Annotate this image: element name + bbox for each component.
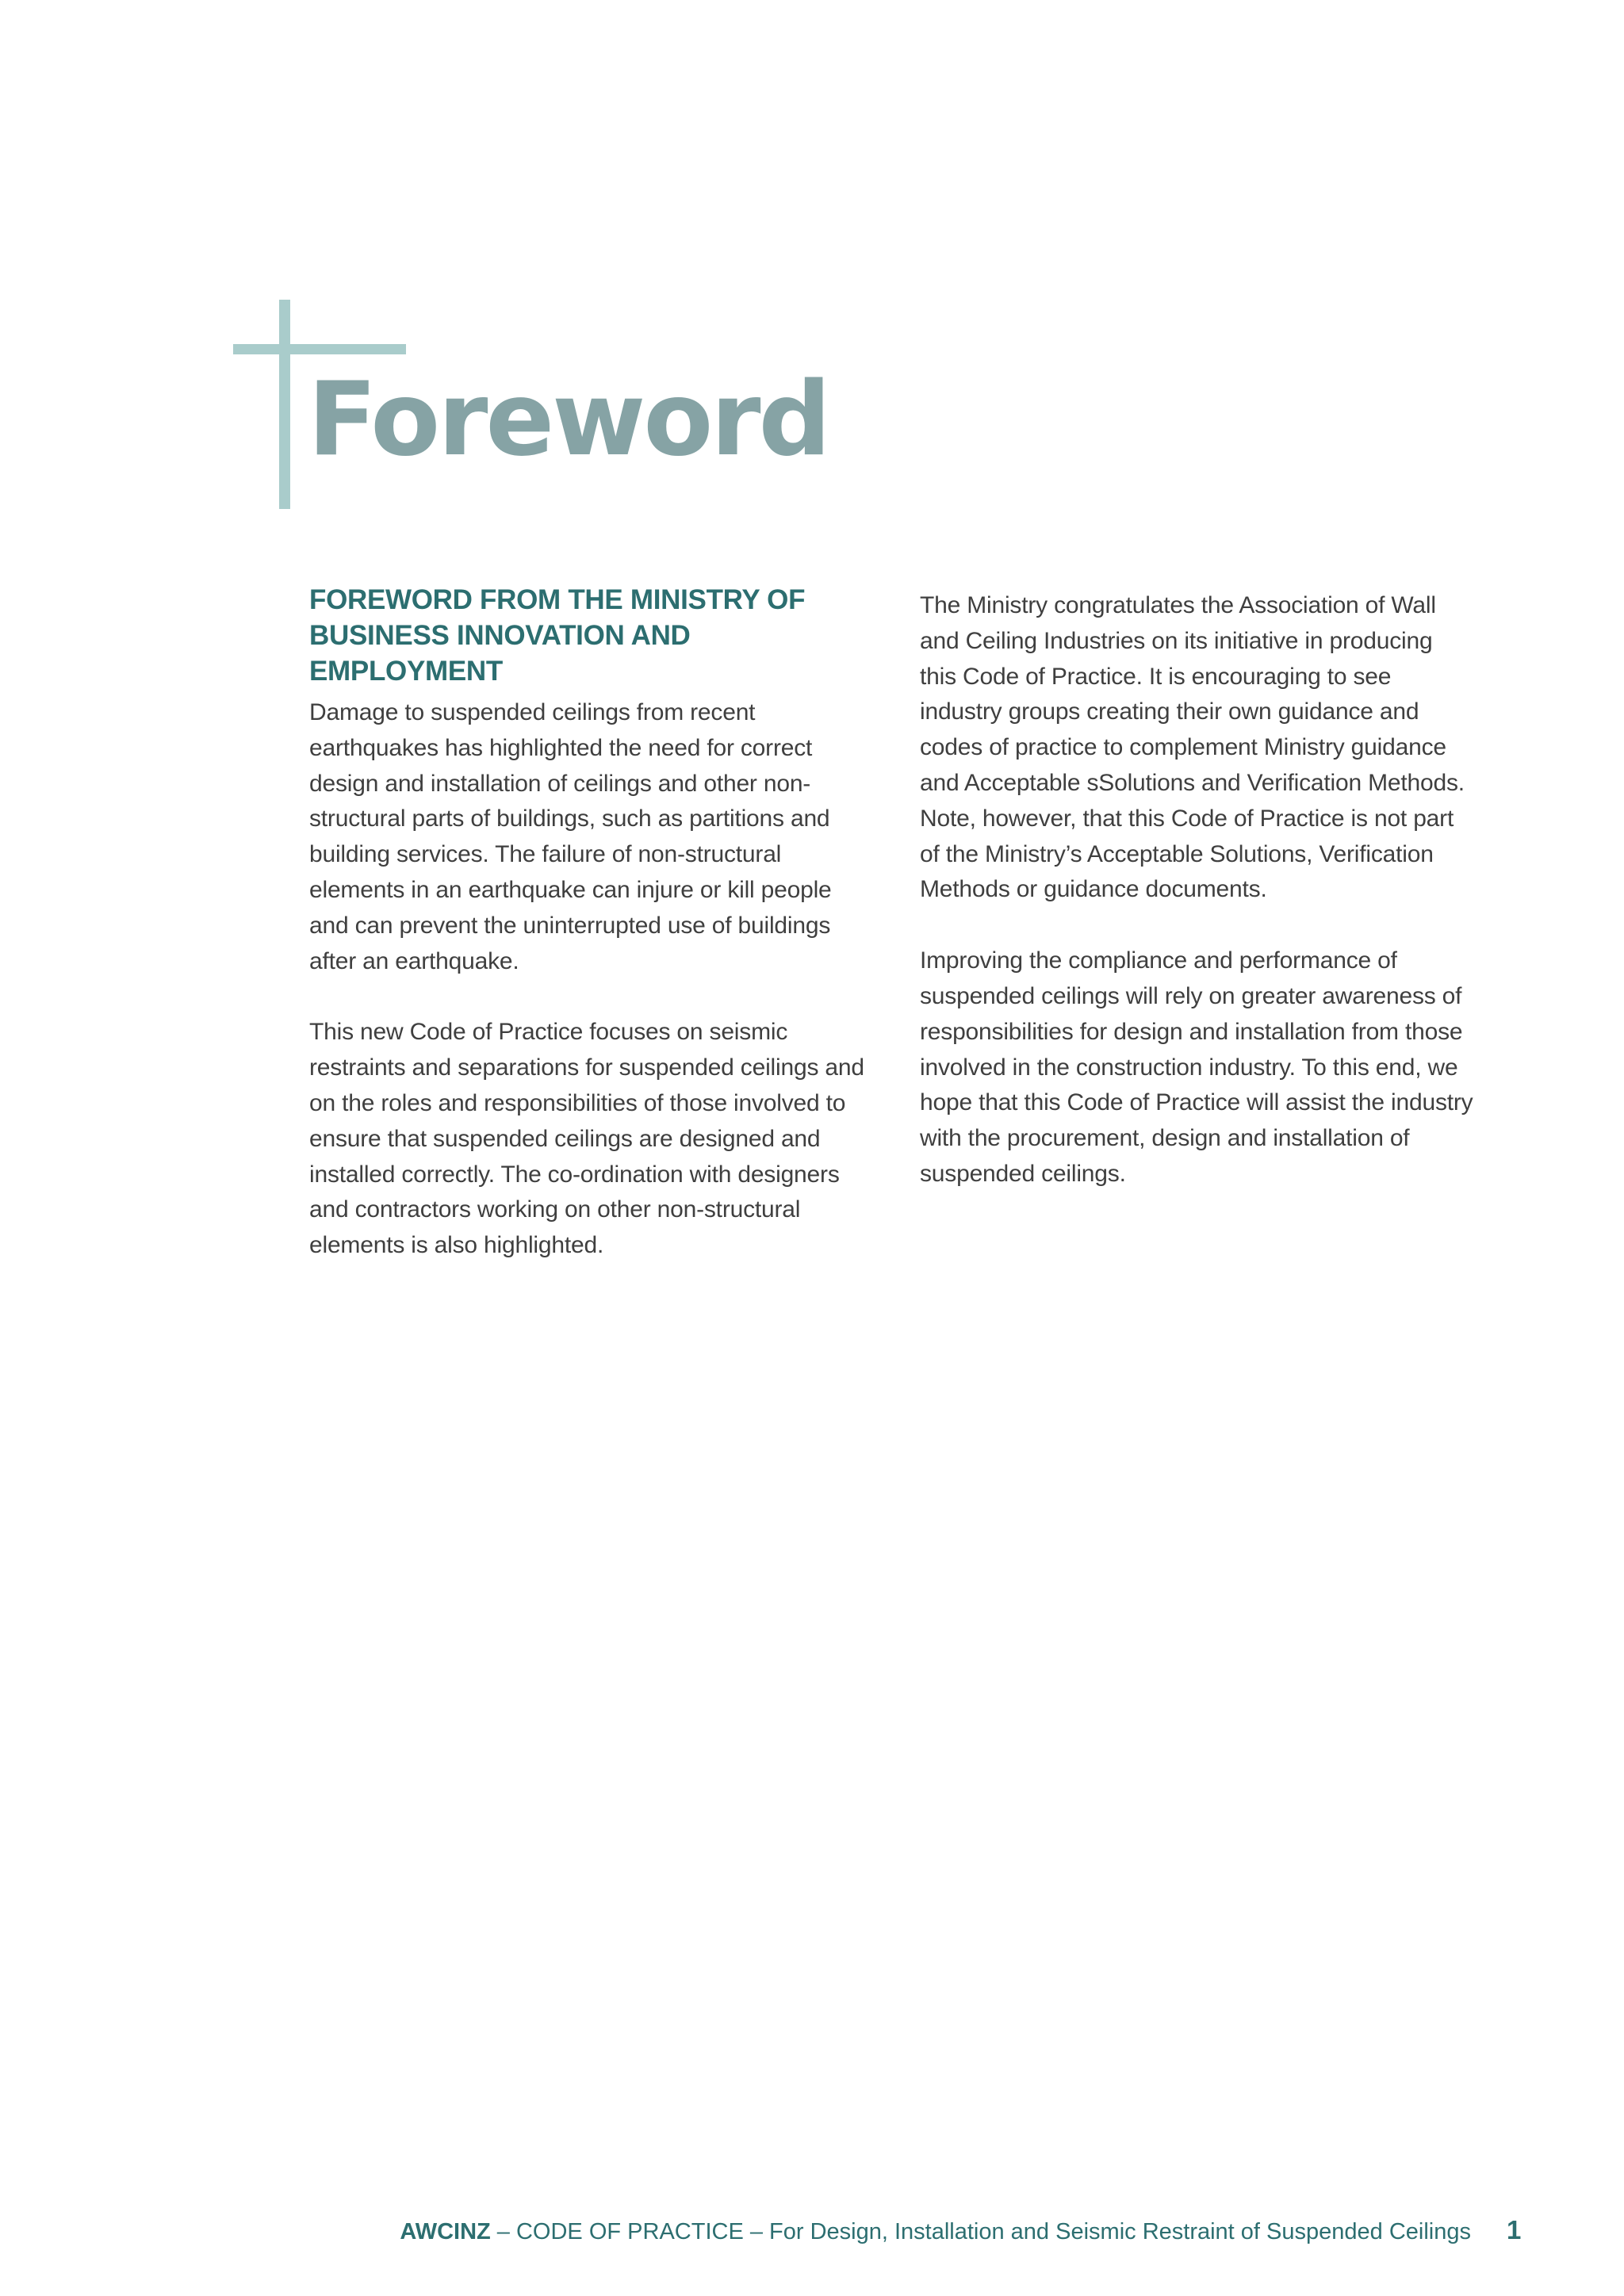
left-column — [309, 582, 864, 1264]
paragraph: This new Code of Practice focuses on seismic restraints and separations for suspended ceilings and on the roles and responsibilities of those involved to ensure that suspended ceilings are designed and installed correctly. The co-ordination with designers and contractors working on other non-structural elements is also highlighted. — [309, 1019, 864, 1259]
right-column — [920, 588, 1475, 1192]
paragraph: The Ministry congratulates the Association of Wall and Ceiling Industries on its initiative in producing this Code of Practice. It is encouraging to see industry groups creating their own guidance and codes of practice to complement Ministry guidance and Acceptable sSolutions and Verification Methods. Note, however, that this Code of Practice is not part of the Ministry’s Acceptable Solutions, Verification Methods or guidance documents. — [920, 592, 1465, 903]
footer — [0, 2218, 1471, 2246]
section-heading: FOREWORD FROM THE MINISTRY OF BUSINESS INNOVATION AND EMPLOYMENT — [309, 584, 806, 687]
footer-text: – CODE OF PRACTICE – For Design, Installation and Seismic Restraint of Suspended Ceilings — [490, 2219, 1471, 2244]
paragraph: Improving the compliance and performance of suspended ceilings will rely on greater awareness of responsibilities for design and installation from those involved in the construction industry. To this end, we hope that this Code of Practice will assist the industry with the procurement, design and installation of suspended ceilings. — [920, 947, 1473, 1187]
page-title: Foreword — [308, 361, 829, 479]
page-number: 1 — [1507, 2215, 1522, 2244]
decorative-cross-vertical-bar — [279, 300, 290, 509]
decorative-cross-horizontal-bar — [233, 344, 406, 354]
paragraph: Damage to suspended ceilings from recent earthquakes has highlighted the need for correct design and installation of ceilings and other non-structural parts of buildings, such as partitions and building services. The failure of non-structural elements in an earthquake can injure or kill people and can prevent the uninterrupted use of buildings after an earthquake. — [309, 699, 832, 974]
footer-brand: AWCINZ — [400, 2219, 491, 2244]
